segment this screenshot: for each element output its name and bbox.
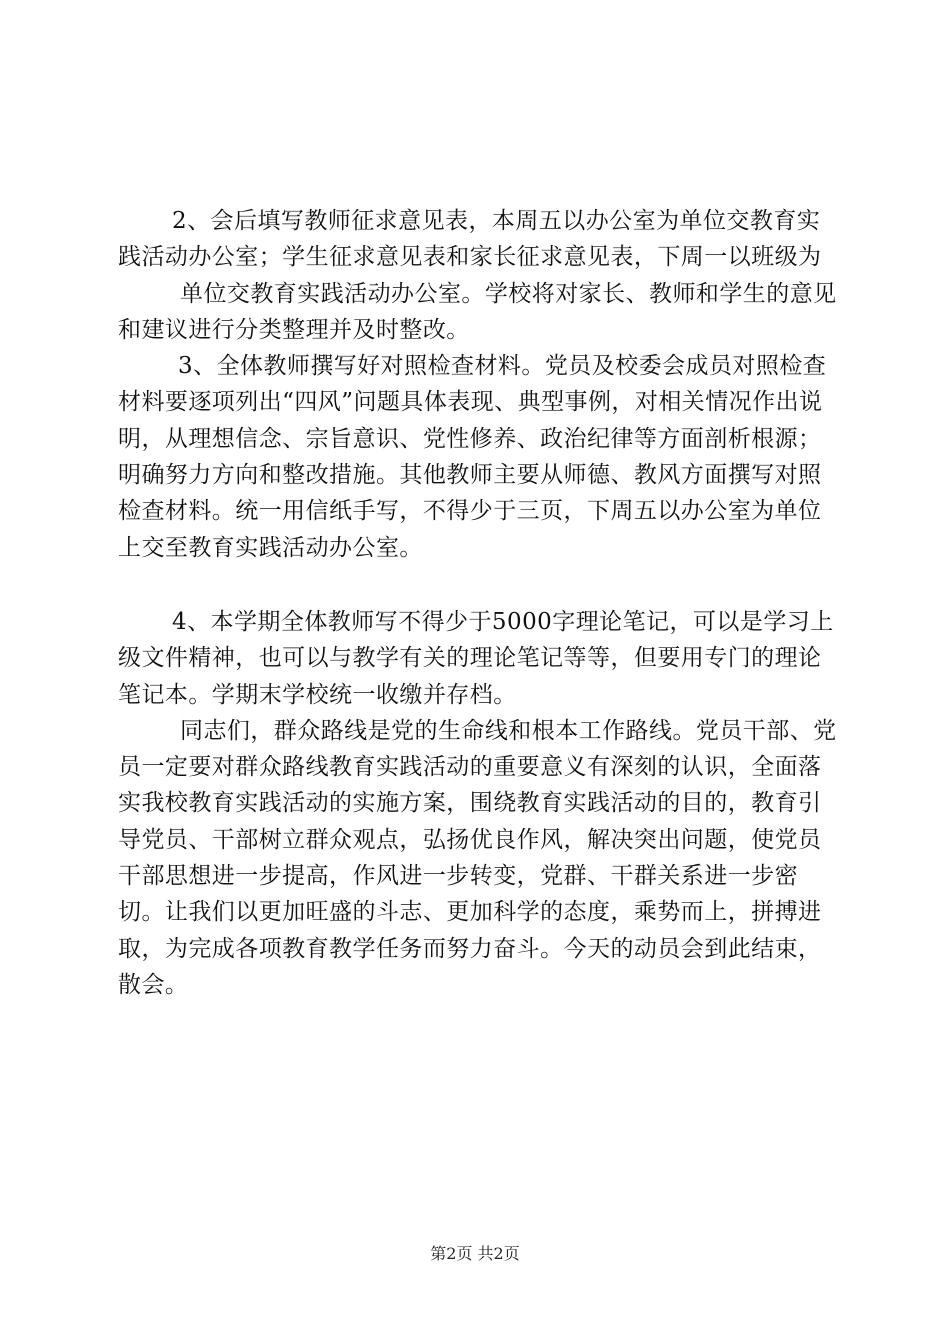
paragraph-item-2: 2、会后填写教师征求意见表，本周五以办公室为单位交教育实践活动办公室；学生征求意见表和家长征求意见表，下周一以班级为 (118, 208, 822, 271)
paragraph-item-3: 3、全体教师撰写好对照检查材料。党员及校委会成员对照检查材料要逐项列出“四风”问题具体表现、典型事例，对相关情况作出说明，从理想信念、宗旨意识、党性修养、政治纪律等方面剖析根源；明确努力方向和整改措施。其他教师主要从师德、教风方面撰写对照检查材料。统一用信纸手写，不得少于三页，下周五以办公室为单位上交至教育实践活动办公室。 (118, 353, 827, 561)
paragraph-closing: 同志们，群众路线是党的生命线和根本工作路线。党员干部、党员一定要对群众路线教育实践活动的重要意义有深刻的认识，全面落实我校教育实践活动的实施方案，围绕教育实践活动的目的，教育引导党员、干部树立群众观点，弘扬优良作风，解决突出问题，使党员干部思想进一步提高，作风进一步转变，党群、干群关系进一步密切。让我们以更加旺盛的斗志、更加科学的态度，乘势而上，拼搏进取，为完成各项教育教学任务而努力奋斗。今天的动员会到此结束，散会。 (118, 717, 837, 998)
document-body (118, 203, 838, 1003)
paragraph-item-2-continued: 单位交教育实践活动办公室。学校将对家长、教师和学生的意见和建议进行分类整理并及时整改。 (118, 280, 837, 343)
page-footer: 第2页 共2页 (430, 1244, 520, 1263)
paragraph-item-4: 4、本学期全体教师写不得少于5000字理论笔记，可以是学习上级文件精神，也可以与教学有关的理论笔记等等，但要用专门的理论笔记本。学期末学校统一收缴并存档。 (118, 608, 834, 708)
paragraph-gap (118, 566, 838, 604)
